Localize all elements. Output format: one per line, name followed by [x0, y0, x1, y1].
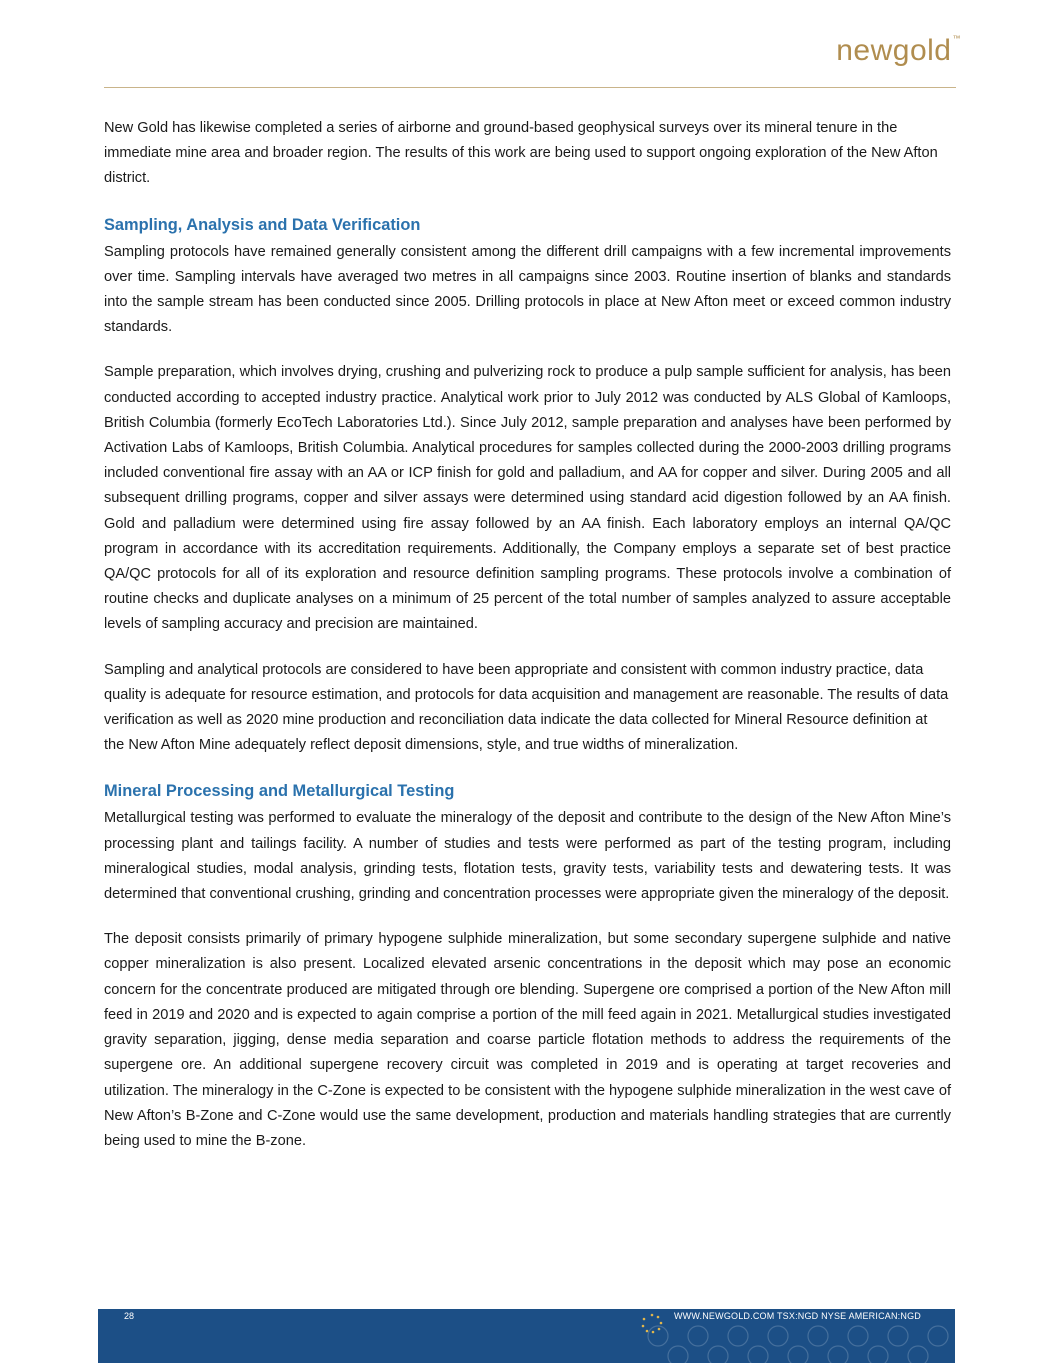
header-divider: [104, 87, 956, 88]
section-heading-processing: Mineral Processing and Metallurgical Testing: [104, 782, 455, 801]
footer-links: WWW.NEWGOLD.COM TSX:NGD NYSE AMERICAN:NGD: [673, 1311, 921, 1321]
sampling-paragraph-1: Sampling protocols have remained generally consistent among the different drill campaigns with a few incremental improvements over time. Sampling intervals have averaged two metres in all campaigns since 2003. Routine insertion of blanks and standards into the sample stream has been conducted since 2005. Drilling protocols in place at New Afton meet or exceed common industry standards.: [104, 243, 951, 336]
sampling-paragraph-3: Sampling and analytical protocols are considered to have been appropriate and consistent with common industry practice, data quality is adequate for resource estimation, and protocols for data acquisition and management are reasonable. The results of data verification as well as 2020 mine production and reconciliation data indicate the data collected for Mineral Resource definition at the New Afton Mine adequately reflect deposit dimensions, style, and true widths of mineralization.: [104, 661, 949, 754]
processing-paragraph-1: Metallurgical testing was performed to evaluate the mineralogy of the deposit and contribute to the design of the New Afton Mine’s processing plant and tailings facility. A number of studies and tests were performed as part of the testing program, including mineralogical studies, modal analysis, grinding tests, flotation tests, gravity tests, variability tests and dewatering tests. It was determined that conventional crushing, grinding and concentration processes were appropriate given the mineralogy of the deposit.: [104, 810, 951, 903]
section-heading-sampling: Sampling, Analysis and Data Verification: [104, 215, 421, 234]
sampling-paragraph-2: Sample preparation, which involves drying, crushing and pulverizing rock to produce a pulp sample sufficient for analysis, has been conducted according to accepted industry practice. Analytical work prior to July 2012 was conducted by ALS Global of Kamloops, British Columbia (formerly EcoTech Laboratories Ltd.). Since July 2012, sample preparation and analyses have been performed by Activation Labs of Kamloops, British Columbia. Analytical procedures for samples collected during the 2000-2003 drilling programs included conventional fire assay with an AA or ICP finish for gold and palladium, and AA for copper and silver. During 2005 and all subsequent drilling programs, copper and silver assays were determined using standard acid digestion followed by an AA finish. Gold and palladium were determined using fire assay followed by an AA finish. Each laboratory employs an internal QA/QC program in accordance with its accreditation requirements. Additionally, the Company employs a separate set of best practice QA/QC protocols for all of its exploration and resource definition sampling programs. These protocols involve a combination of routine checks and duplicate analyses on a minimum of 25 percent of the total number of samples analyzed to assure acceptable levels of sampling accuracy and precision are maintained.: [104, 364, 951, 633]
page-footer: [98, 1309, 955, 1363]
logo-trademark: ™: [952, 34, 961, 43]
page-number: 28: [124, 1311, 135, 1321]
processing-paragraph-2: The deposit consists primarily of primary hypogene sulphide mineralization, but some secondary supergene sulphide and native copper mineralization is also present. Localized elevated arsenic concentrations in the deposit which may pose an economic concern for the concentrate produced are mitigated through ore blending. Supergene ore comprised a portion of the New Afton mill feed in 2019 and 2020 and is expected to again comprise a portion of the mill feed again in 2021. Metallurgical studies investigated gravity separation, jigging, dense media separation and coarse particle flotation methods to address the requirements of the supergene ore. An additional supergene recovery circuit was completed in 2019 and is operating at target recoveries and utilization. The mineralogy in the C-Zone is expected to be consistent with the hypogene sulphide mineralization in the west cave of New Afton’s B-Zone and C-Zone would use the same development, production and materials handling strategies that are currently being used to mine the B-zone.: [104, 931, 951, 1149]
intro-paragraph: New Gold has likewise completed a series of airborne and ground-based geophysical surveys over its mineral tenure in the immediate mine area and broader region. The results of this work are being used to support ongoing exploration of the New Afton district.: [104, 120, 938, 187]
gold-ring-icon: [640, 1313, 664, 1335]
company-logo: [836, 34, 961, 68]
document-body: [104, 116, 951, 1154]
logo-text: newgold: [836, 34, 952, 67]
